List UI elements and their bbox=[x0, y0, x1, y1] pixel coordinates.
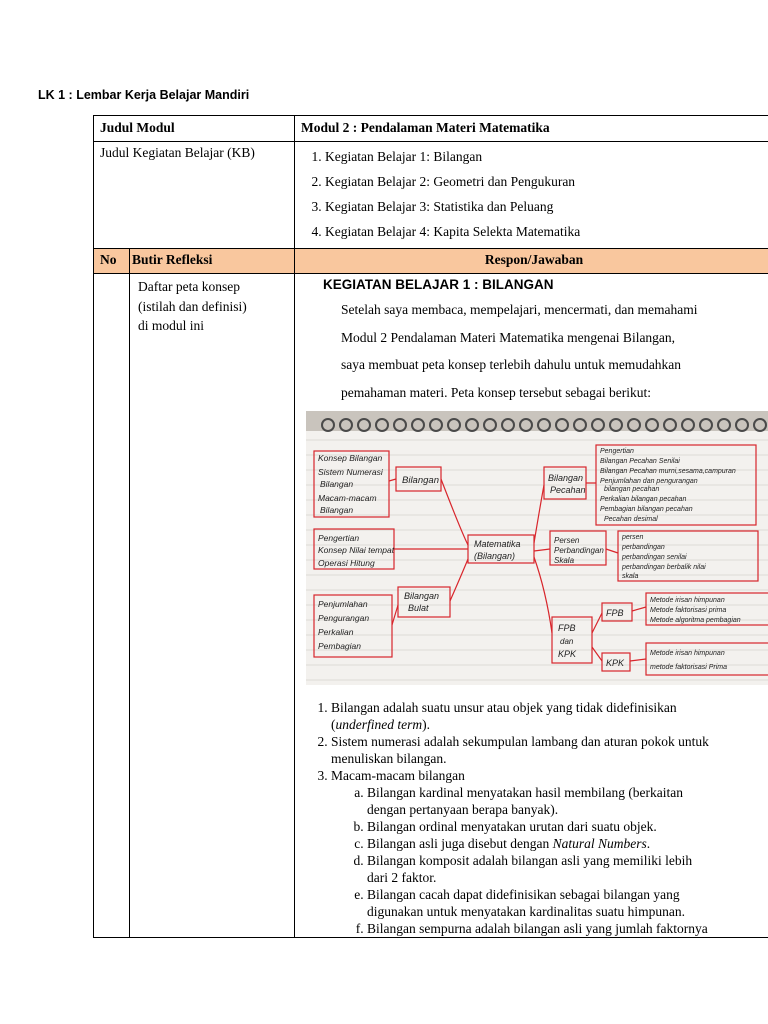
svg-text:Pengurangan: Pengurangan bbox=[318, 613, 370, 623]
sub-text: dengan pertanyaan berapa banyak). bbox=[367, 802, 559, 817]
fact-text: Macam-macam bilangan bbox=[331, 768, 465, 783]
row-judul-modul bbox=[94, 116, 768, 142]
kb-title: KEGIATAN BELAJAR 1 : BILANGAN bbox=[323, 277, 554, 292]
intro-line: Modul 2 Pendalaman Materi Matematika mengenai Bilangan, bbox=[341, 329, 676, 345]
svg-text:Konsep Bilangan: Konsep Bilangan bbox=[318, 453, 383, 463]
document-heading: LK 1 : Lembar Kerja Belajar Mandiri bbox=[38, 88, 250, 102]
svg-text:FPB: FPB bbox=[606, 608, 624, 618]
header-no: No bbox=[94, 249, 130, 274]
svg-text:(Bilangan): (Bilangan) bbox=[474, 551, 516, 561]
sub-item bbox=[367, 886, 768, 920]
svg-text:Skala: Skala bbox=[554, 556, 575, 565]
fact-text: ( bbox=[331, 717, 336, 732]
concept-map-image bbox=[306, 411, 768, 685]
svg-text:perbandingan senilai: perbandingan senilai bbox=[622, 554, 687, 561]
reflection-row bbox=[94, 274, 768, 938]
svg-text:Pengertian: Pengertian bbox=[600, 448, 634, 455]
fact-item bbox=[331, 767, 768, 937]
judul-kb-label: Judul Kegiatan Belajar (KB) bbox=[94, 142, 295, 249]
sub-text: . bbox=[646, 836, 651, 851]
svg-text:Operasi Hitung: Operasi Hitung bbox=[318, 558, 375, 568]
svg-text:Pembagian bilangan pecahan: Pembagian bilangan pecahan bbox=[600, 506, 693, 513]
reflection-response bbox=[295, 274, 768, 938]
sub-list bbox=[331, 784, 768, 937]
sub-item bbox=[367, 920, 768, 937]
svg-text:persen: persen bbox=[622, 534, 644, 541]
svg-text:KPK: KPK bbox=[558, 649, 577, 659]
svg-text:skala: skala bbox=[622, 573, 639, 580]
worksheet-table bbox=[93, 115, 768, 938]
svg-text:Bilangan: Bilangan bbox=[548, 473, 584, 483]
svg-text:Pembagian: Pembagian bbox=[318, 641, 362, 651]
header-butir: Butir Refleksi bbox=[130, 249, 295, 274]
facts-list bbox=[301, 699, 768, 937]
svg-text:Penjumlahan dan pengurangan: Penjumlahan dan pengurangan bbox=[600, 478, 698, 485]
judul-modul-value: Modul 2 : Pendalaman Materi Matematika bbox=[295, 116, 768, 142]
svg-text:bilangan pecahan: bilangan pecahan bbox=[604, 486, 660, 493]
judul-modul-label: Judul Modul bbox=[94, 116, 295, 142]
svg-text:Perbandingan: Perbandingan bbox=[554, 546, 604, 555]
fact-text: menuliskan bilangan. bbox=[331, 751, 447, 766]
row-judul-kb bbox=[94, 142, 768, 249]
svg-text:Bilangan Pecahan murni,sesama,: Bilangan Pecahan murni,sesama,campuran bbox=[600, 468, 736, 475]
sub-emphasis: Natural Numbers bbox=[552, 836, 647, 851]
svg-text:Bilangan: Bilangan bbox=[320, 479, 354, 489]
svg-text:Pecahan desimal: Pecahan desimal bbox=[604, 516, 658, 523]
svg-text:perbandingan berbalik nilai: perbandingan berbalik nilai bbox=[622, 564, 706, 571]
header-row bbox=[94, 249, 768, 274]
sub-text: dari 2 faktor. bbox=[367, 870, 437, 885]
sub-item bbox=[367, 784, 768, 818]
svg-text:Metode irisan himpunan: Metode irisan himpunan bbox=[650, 650, 725, 657]
sub-text: Bilangan sempurna adalah bilangan asli yang jumlah faktornya bbox=[367, 921, 708, 936]
svg-text:Penjumlahan: Penjumlahan bbox=[318, 599, 368, 609]
svg-text:Konsep Nilai tempat: Konsep Nilai tempat bbox=[318, 545, 395, 555]
judul-kb-cell bbox=[295, 142, 768, 249]
svg-text:Perkalian bilangan pecahan: Perkalian bilangan pecahan bbox=[600, 496, 687, 503]
svg-text:metode faktorisasi Prima: metode faktorisasi Prima bbox=[650, 664, 728, 671]
fact-text: Bilangan adalah suatu unsur atau objek yang tidak didefinisikan bbox=[331, 700, 677, 715]
reflection-no bbox=[94, 274, 130, 938]
svg-text:Bilangan: Bilangan bbox=[320, 505, 354, 515]
fact-text: ). bbox=[422, 717, 431, 732]
reflection-label bbox=[130, 274, 295, 938]
sub-text: Bilangan ordinal menyatakan urutan dari suatu objek. bbox=[367, 819, 657, 834]
svg-text:Matematika: Matematika bbox=[474, 539, 521, 549]
header-respon: Respon/Jawaban bbox=[295, 249, 768, 274]
kb-item: 2. Kegiatan Belajar 2: Geometri dan Pengukuran bbox=[325, 169, 767, 194]
fact-text: Sistem numerasi adalah sekumpulan lambang dan aturan pokok untuk bbox=[331, 734, 709, 749]
svg-text:Sistem Numerasi: Sistem Numerasi bbox=[318, 467, 383, 477]
intro-line: pemahaman materi. Peta konsep tersebut sebagai berikut: bbox=[341, 384, 652, 400]
sub-text: Bilangan kardinal menyatakan hasil membilang (berkaitan bbox=[367, 785, 684, 800]
sub-item bbox=[367, 818, 768, 835]
svg-text:Metode algoritma pembagian: Metode algoritma pembagian bbox=[650, 617, 741, 624]
svg-text:Macam-macam: Macam-macam bbox=[318, 493, 377, 503]
svg-text:Bilangan Pecahan Senilai: Bilangan Pecahan Senilai bbox=[600, 458, 680, 465]
svg-text:Bilangan: Bilangan bbox=[402, 475, 439, 486]
svg-text:Pengertian: Pengertian bbox=[318, 533, 360, 543]
kb-item: 3. Kegiatan Belajar 3: Statistika dan Peluang bbox=[325, 194, 767, 219]
fact-emphasis: underfined term bbox=[335, 717, 423, 732]
kb-list bbox=[301, 144, 767, 244]
svg-text:KPK: KPK bbox=[606, 658, 625, 668]
intro-line: Setelah saya membaca, mempelajari, mencermati, dan memahami bbox=[341, 302, 698, 317]
svg-text:Bulat: Bulat bbox=[408, 603, 429, 613]
svg-text:dan: dan bbox=[560, 637, 574, 646]
svg-text:Bilangan: Bilangan bbox=[404, 591, 440, 601]
sub-item bbox=[367, 852, 768, 886]
fact-item bbox=[331, 733, 768, 767]
kb-item: 4. Kegiatan Belajar 4: Kapita Selekta Matematika bbox=[325, 219, 767, 244]
svg-text:perbandingan: perbandingan bbox=[622, 544, 665, 551]
svg-text:Perkalian: Perkalian bbox=[318, 627, 354, 637]
reflection-label-text: Daftar peta konsep (istilah dan definisi) di modul ini bbox=[138, 279, 247, 333]
fact-item bbox=[331, 699, 768, 733]
svg-text:FPB: FPB bbox=[558, 623, 576, 633]
sub-text: Bilangan asli juga disebut dengan bbox=[367, 836, 553, 851]
kb-item: 1. Kegiatan Belajar 1: Bilangan bbox=[325, 144, 767, 169]
sub-text: Bilangan cacah dapat didefinisikan sebagai bilangan yang bbox=[367, 887, 680, 902]
intro-line: saya membuat peta konsep terlebih dahulu untuk memudahkan bbox=[341, 357, 682, 372]
svg-text:Persen: Persen bbox=[554, 536, 580, 545]
sub-text: Bilangan komposit adalah bilangan asli yang memiliki lebih bbox=[367, 853, 693, 868]
sub-item bbox=[367, 835, 768, 852]
svg-text:Metode faktorisasi prima: Metode faktorisasi prima bbox=[650, 607, 727, 614]
sub-text: digunakan untuk menyatakan kardinalitas suatu himpunan. bbox=[367, 904, 685, 919]
svg-text:Metode irisan himpunan: Metode irisan himpunan bbox=[650, 597, 725, 604]
svg-text:Pecahan: Pecahan bbox=[550, 485, 586, 495]
